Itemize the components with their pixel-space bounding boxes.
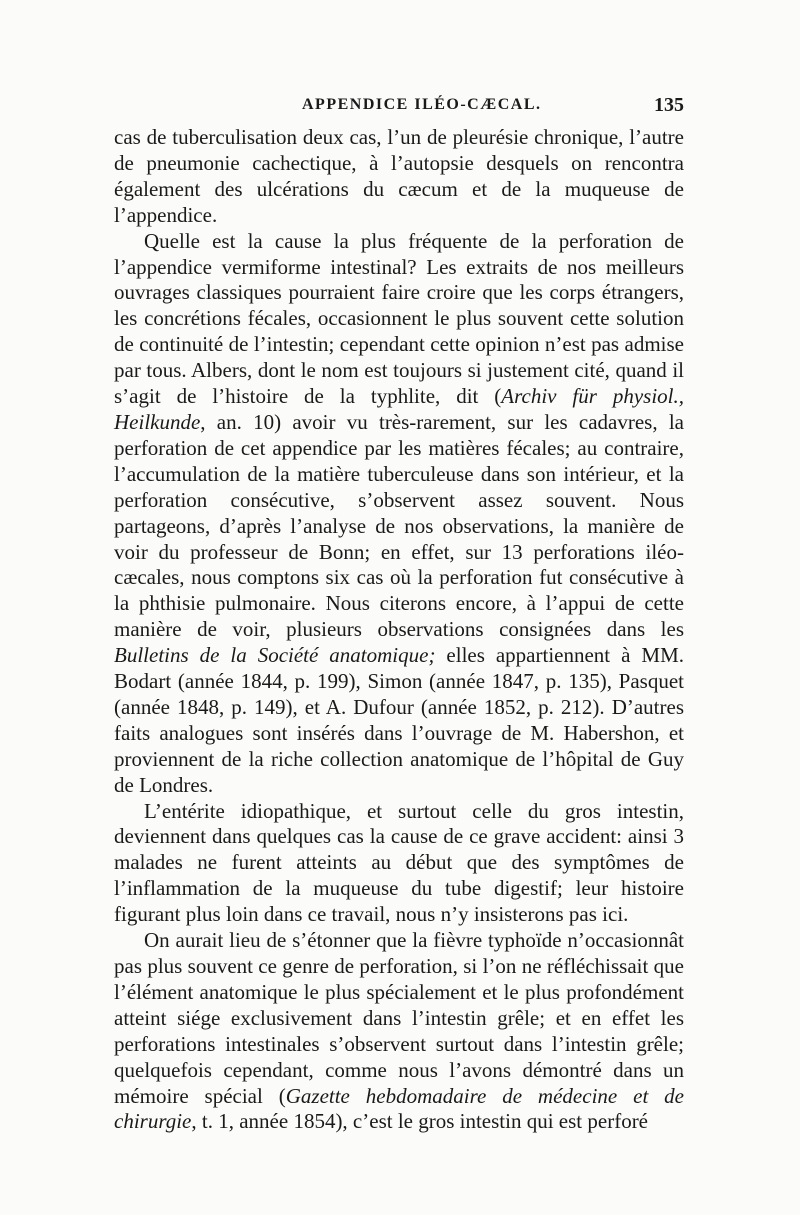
text-span: On aurait lieu de s’étonner que la fièvre typhoïde n’occasionnât pas plus souvent ce genre de perforation, si l’on ne réfléchissait que l’élément anatomique le plus spécialement et le plus profondément atteint siége exclusivement dans l’intestin grêle; et en effet les perforations intestinales s’observent surtout dans l’intestin grêle; quelquefois cependant, comme nous l’avons démontré dans un mémoire spécial ( — [114, 928, 684, 1108]
italic-citation: Bulletins de la Société anatomique; — [114, 643, 436, 668]
running-title: APPENDICE ILÉO-CÆCAL. — [302, 96, 542, 113]
body-text — [114, 125, 684, 1135]
text-span: , t. 1, année 1854), c’est le gros intestin qui est perforé — [191, 1109, 649, 1134]
paragraph — [114, 799, 684, 929]
page-number: 135 — [654, 94, 684, 116]
text-span: Quelle est la cause la plus fréquente de la perforation de l’appendice vermiforme intestinal? Les extraits de nos meilleurs ouvrages classiques pourraient faire croire que les corps étrangers, les concrétions fécales, occasionnent le plus souvent cette solution de continuité de l’intestin; cependant cette opinion n’est pas admise par tous. Albers, dont le nom est toujours si justement cité, quand il s’agit de l’histoire de la typhlite, dit ( — [114, 228, 684, 409]
paragraph — [114, 125, 684, 229]
italic-citation: Gazette hebdomadaire de médecine et de chirurgie — [114, 1083, 684, 1134]
text-span: L’entérite idiopathique, et surtout celle du gros intestin, deviennent dans quelques cas la cause de ce grave accident: ainsi 3 malades ne furent atteints au début que des symptômes de l’inflammation de la muqueuse du tube digestif; leur histoire figurant plus loin dans ce travail, nous n’y insisterons pas ici. — [114, 798, 684, 927]
italic-citation: Archiv für physiol., Heilkunde — [114, 384, 685, 434]
text-span: elles appartiennent à MM. Bodart (année 1844, p. 199), Simon (année 1847, p. 135), Pasquet (année 1848, p. 149), et A. Dufour (année 1852, p. 212). D’autres faits analogues sont insérés dans l’ouvrage de M. Habershon, et proviennent de la riche collection anatomique de l’hôpital de Guy de Londres. — [114, 643, 684, 797]
running-head — [112, 96, 686, 120]
text-span: cas de tuberculisation deux cas, l’un de pleurésie chronique, l’autre de pneumonie cachectique, à l’autopsie desquels on rencontra également des ulcérations du cæcum et de la muqueuse de l’appendice. — [114, 125, 684, 227]
text-span: , an. 10) avoir vu très-rarement, sur les cadavres, la perforation de cet appendice par les matières fécales; au contraire, l’accumulation de la matière tuberculeuse dans son intérieur, et la perforation consécutive, s’observent assez souvent. Nous partageons, d’après l’analyse de nos observations, la manière de voir du professeur de Bonn; en effet, sur 13 perforations iléo-cæcales, nous comptons six cas où la perforation fut consécutive à la phthisie pulmonaire. Nous citerons encore, à l’appui de cette manière de voir, plusieurs observations consignées dans les — [114, 409, 684, 642]
paragraph — [114, 928, 684, 1135]
paragraph — [114, 229, 684, 799]
